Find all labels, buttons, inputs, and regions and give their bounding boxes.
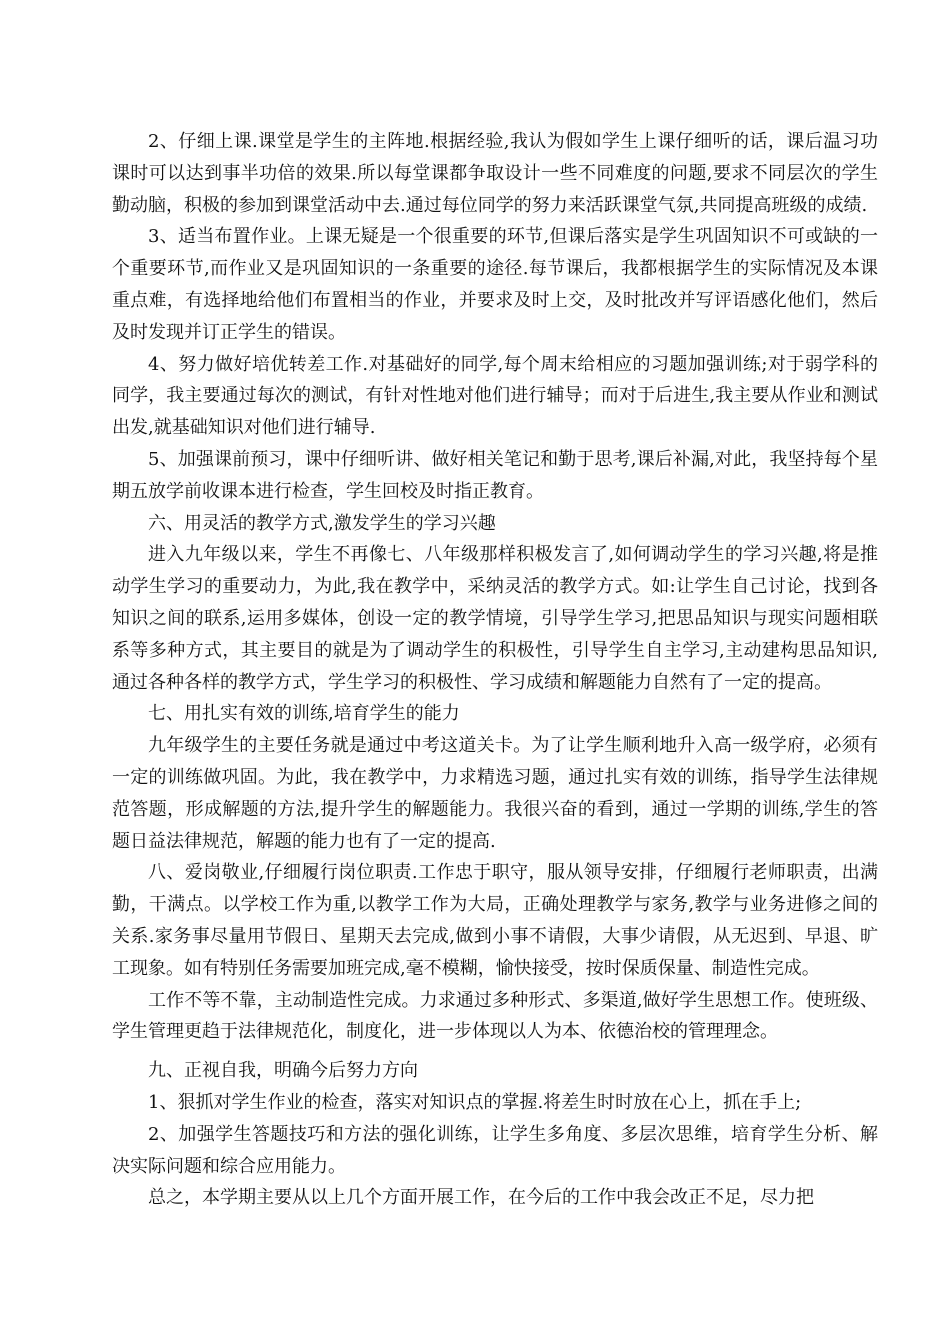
document-body — [112, 126, 878, 1214]
paragraph-careful-lessons: 2、仔细上课.课堂是学生的主阵地.根据经验,我认为假如学生上课仔细听的话，课后温习功课时可以达到事半功倍的效果.所以每堂课都争取设计一些不同难度的问题,要求不同层次的学生勤动脑，积极的参加到课堂活动中去.通过每位同学的努力来活跃课堂气氛,共同提高班级的成绩. — [112, 131, 878, 216]
paragraph-tutoring: 4、努力做好培优转差工作.对基础好的同学,每个周末给相应的习题加强训练;对于弱学科的同学，我主要通过每次的测试，有针对性地对他们进行辅导；而对于后进生,我主要从作业和测试出发,就基础知识对他们进行辅导. — [112, 353, 878, 439]
paragraph-preview: 5、加强课前预习，课中仔细听讲、做好相关笔记和勤于思考,课后补漏,对此，我坚持每个星期五放学前收课本进行检查，学生回校及时指正教育。 — [112, 448, 878, 502]
section-heading-9: 九、正视自我，明确今后努力方向 — [148, 1060, 418, 1082]
paragraph-homework-check: 1、狠抓对学生作业的检查，落实对知识点的掌握.将差生时时放在心上，抓在手上; — [148, 1091, 802, 1113]
paragraph-homework: 3、适当布置作业。上课无疑是一个很重要的环节,但课后落实是学生巩固知识不可或缺的一个重要环节,而作业又是巩固知识的一条重要的途径.每节课后，我都根据学生的实际情况及本课重点难，有选择地给他们布置相当的作业，并要求及时上交，及时批改并写评语感化他们，然后及时发现并订正学生的错误。 — [112, 226, 878, 343]
section-heading-7: 七、用扎实有效的训练,培育学生的能力 — [148, 703, 460, 725]
paragraph-dedication: 八、爱岗敬业,仔细履行岗位职责.工作忠于职守，服从领导安排，仔细履行老师职责，出满勤，干满点。以学校工作为重,以教学工作为大局，正确处理教学与家务,教学与业务进修之间的关系.家务事尽量用节假日、星期天去完成,做到小事不请假，大事少请假，从无迟到、早退、旷工现象。如有特别任务需要加班完成,毫不模糊，愉快接受，按时保质保量、制造性完成。 — [112, 862, 878, 979]
paragraph-proactive-work: 工作不等不靠，主动制造性完成。力求通过多种形式、多渠道,做好学生思想工作。使班级、学生管理更趋于法律规范化，制度化，进一步体现以人为本、依德治校的管理理念。 — [112, 989, 878, 1043]
paragraph-skills-training: 2、加强学生答题技巧和方法的强化训练，让学生多角度、多层次思维，培育学生分析、解决实际问题和综合应用能力。 — [112, 1123, 878, 1177]
paragraph-teaching-methods: 进入九年级以来，学生不再像七、八年级那样积极发言了,如何调动学生的学习兴趣,将是推动学生学习的重要动力，为此,我在教学中，采纳灵活的教学方式。如:让学生自己讨论，找到各知识之间的联系,运用多媒体，创设一定的教学情境，引导学生学习,把思品知识与现实问题相联系等多种方式，其主要目的就是为了调动学生的积极性，引导学生自主学习,主动建构思品知识,通过各种各样的教学方式，学生学习的积极性、学习成绩和解题能力自然有了一定的提高。 — [112, 544, 878, 693]
section-heading-6: 六、用灵活的教学方式,激发学生的学习兴趣 — [148, 512, 496, 534]
paragraph-gap — [112, 1048, 878, 1055]
paragraph-training: 九年级学生的主要任务就是通过中考这道关卡。为了让学生顺利地升入高一级学府，必须有一定的训练做巩固。为此，我在教学中，力求精选习题，通过扎实有效的训练，指导学生法律规范答题，形成解题的方法,提升学生的解题能力。我很兴奋的看到，通过一学期的训练,学生的答题日益法律规范，解题的能力也有了一定的提高. — [112, 735, 878, 852]
paragraph-conclusion: 总之，本学期主要从以上几个方面开展工作，在今后的工作中我会改正不足，尽力把 — [148, 1187, 814, 1209]
